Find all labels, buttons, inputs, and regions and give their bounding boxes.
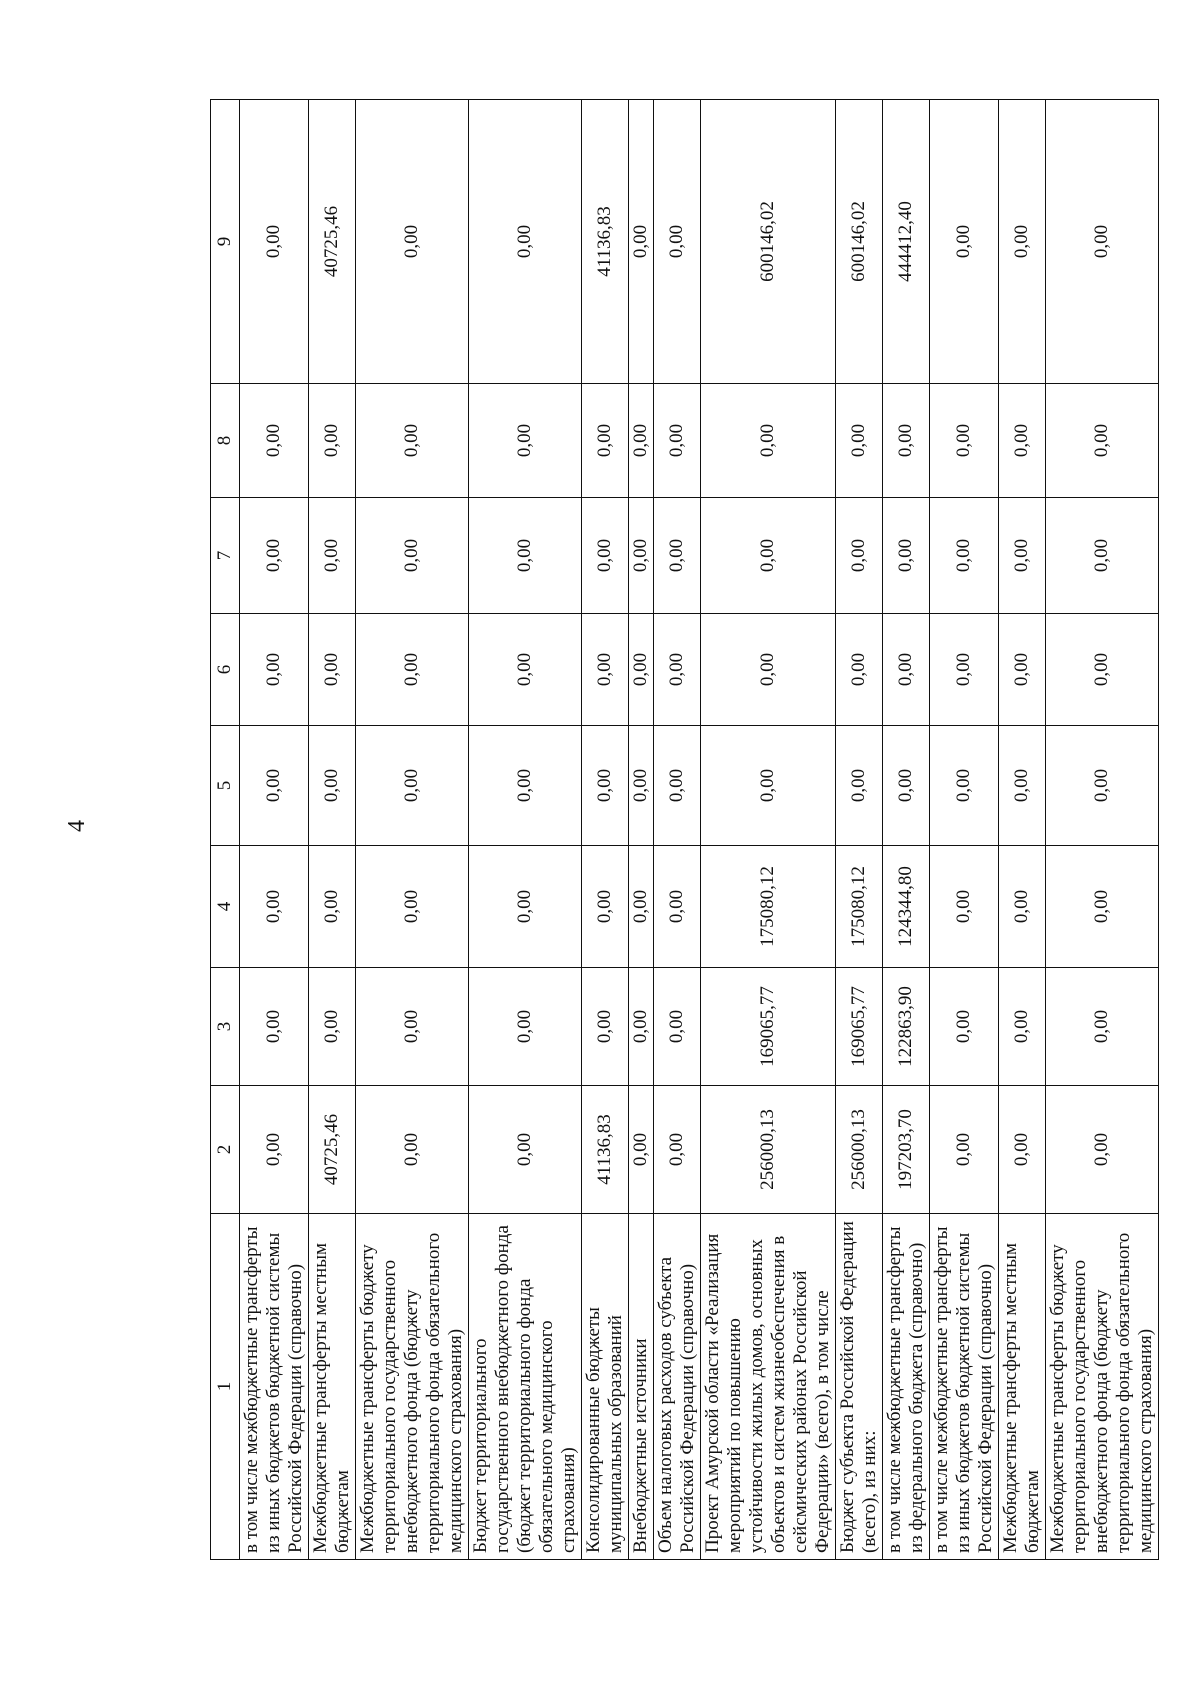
value-cell: 0,00 <box>309 726 356 846</box>
value-cell: 0,00 <box>240 968 309 1086</box>
table-body <box>240 100 1159 1560</box>
value-cell: 0,00 <box>654 1086 701 1214</box>
value-cell: 0,00 <box>654 726 701 846</box>
column-header-4: 4 <box>211 846 240 968</box>
value-cell: 0,00 <box>883 726 930 846</box>
table-row <box>356 100 469 1560</box>
value-cell: 124344,80 <box>883 846 930 968</box>
value-cell: 0,00 <box>356 498 469 614</box>
value-cell: 0,00 <box>240 384 309 498</box>
value-cell: 0,00 <box>582 968 629 1086</box>
value-cell: 600146,02 <box>836 100 883 384</box>
value-cell: 0,00 <box>582 384 629 498</box>
table-row <box>701 100 836 1560</box>
value-cell: 0,00 <box>654 846 701 968</box>
value-cell: 0,00 <box>469 100 582 384</box>
budget-table-container <box>210 100 1156 1560</box>
value-cell: 0,00 <box>930 100 999 384</box>
row-label: Объем налоговых расходов субъекта Российской Федерации (справочно) <box>654 1214 701 1560</box>
table-row <box>654 100 701 1560</box>
column-header-9: 9 <box>211 100 240 384</box>
value-cell: 0,00 <box>930 1086 999 1214</box>
row-label: Межбюджетные трансферты местным бюджетам <box>999 1214 1046 1560</box>
value-cell: 0,00 <box>701 384 836 498</box>
value-cell: 0,00 <box>629 726 654 846</box>
column-header-8: 8 <box>211 384 240 498</box>
row-label: Проект Амурской области «Реализация мероприятий по повышению устойчивости жилых домов, основных объектов и систем жизнеобеспечения в сейсмических районах Российской Федерации» (всего), в том числе <box>701 1214 836 1560</box>
page-number: 4 <box>64 820 90 832</box>
value-cell: 0,00 <box>1046 614 1159 726</box>
value-cell: 41136,83 <box>582 100 629 384</box>
table-row <box>309 100 356 1560</box>
value-cell: 0,00 <box>240 614 309 726</box>
column-header-6: 6 <box>211 614 240 726</box>
row-label: Консолидированные бюджеты муниципальных образований <box>582 1214 629 1560</box>
value-cell: 0,00 <box>469 498 582 614</box>
row-label: в том числе межбюджетные трансферты из иных бюджетов бюджетной системы Российской Федерации (справочно) <box>240 1214 309 1560</box>
row-label: Межбюджетные трансферты бюджету территориального государственного внебюджетного фонда (бюджету территориального фонда обязательного медицинского страхования) <box>356 1214 469 1560</box>
value-cell: 0,00 <box>654 100 701 384</box>
value-cell: 0,00 <box>582 614 629 726</box>
row-label: в том числе межбюджетные трансферты из иных бюджетов бюджетной системы Российской Федерации (справочно) <box>930 1214 999 1560</box>
value-cell: 0,00 <box>582 726 629 846</box>
value-cell: 0,00 <box>309 384 356 498</box>
value-cell: 0,00 <box>629 384 654 498</box>
row-label: Бюджет субъекта Российской Федерации (всего), из них: <box>836 1214 883 1560</box>
value-cell: 0,00 <box>240 1086 309 1214</box>
table-row <box>999 100 1046 1560</box>
value-cell: 0,00 <box>999 498 1046 614</box>
table-row <box>240 100 309 1560</box>
value-cell: 0,00 <box>629 968 654 1086</box>
value-cell: 0,00 <box>701 726 836 846</box>
value-cell: 175080,12 <box>836 846 883 968</box>
column-header-7: 7 <box>211 498 240 614</box>
value-cell: 0,00 <box>836 726 883 846</box>
value-cell: 0,00 <box>1046 968 1159 1086</box>
value-cell: 0,00 <box>999 614 1046 726</box>
value-cell: 0,00 <box>836 498 883 614</box>
value-cell: 600146,02 <box>701 100 836 384</box>
table-row <box>1046 100 1159 1560</box>
value-cell: 0,00 <box>240 100 309 384</box>
table-row <box>629 100 654 1560</box>
value-cell: 0,00 <box>930 726 999 846</box>
value-cell: 0,00 <box>309 968 356 1086</box>
value-cell: 0,00 <box>836 384 883 498</box>
table-row <box>883 100 930 1560</box>
value-cell: 0,00 <box>629 846 654 968</box>
value-cell: 444412,40 <box>883 100 930 384</box>
value-cell: 0,00 <box>356 100 469 384</box>
row-label: в том числе межбюджетные трансферты из федерального бюджета (справочно) <box>883 1214 930 1560</box>
value-cell: 0,00 <box>654 614 701 726</box>
column-header-5: 5 <box>211 726 240 846</box>
value-cell: 40725,46 <box>309 100 356 384</box>
value-cell: 0,00 <box>701 498 836 614</box>
table-row <box>930 100 999 1560</box>
value-cell: 0,00 <box>930 614 999 726</box>
value-cell: 175080,12 <box>701 846 836 968</box>
value-cell: 0,00 <box>1046 498 1159 614</box>
value-cell: 0,00 <box>930 846 999 968</box>
value-cell: 0,00 <box>999 846 1046 968</box>
value-cell: 0,00 <box>836 614 883 726</box>
value-cell: 0,00 <box>1046 726 1159 846</box>
value-cell: 0,00 <box>240 498 309 614</box>
budget-table <box>210 99 1159 1560</box>
value-cell: 0,00 <box>999 384 1046 498</box>
value-cell: 0,00 <box>582 498 629 614</box>
value-cell: 169065,77 <box>836 968 883 1086</box>
value-cell: 0,00 <box>930 968 999 1086</box>
value-cell: 0,00 <box>654 498 701 614</box>
value-cell: 0,00 <box>469 846 582 968</box>
value-cell: 0,00 <box>469 384 582 498</box>
column-header-1: 1 <box>211 1214 240 1560</box>
table-row <box>469 100 582 1560</box>
value-cell: 0,00 <box>654 384 701 498</box>
value-cell: 41136,83 <box>582 1086 629 1214</box>
row-label: Межбюджетные трансферты бюджету территориального государственного внебюджетного фонда (бюджету территориального фонда обязательного медицинского страхования) <box>1046 1214 1159 1560</box>
value-cell: 0,00 <box>1046 846 1159 968</box>
row-label: Межбюджетные трансферты местным бюджетам <box>309 1214 356 1560</box>
value-cell: 0,00 <box>1046 1086 1159 1214</box>
value-cell: 0,00 <box>883 614 930 726</box>
value-cell: 0,00 <box>469 614 582 726</box>
value-cell: 0,00 <box>999 1086 1046 1214</box>
value-cell: 0,00 <box>654 968 701 1086</box>
value-cell: 0,00 <box>469 1086 582 1214</box>
value-cell: 0,00 <box>999 100 1046 384</box>
value-cell: 0,00 <box>356 614 469 726</box>
row-label: Бюджет территориального государственного внебюджетного фонда (бюджет территориального фонда обязательного медицинского страхования) <box>469 1214 582 1560</box>
value-cell: 0,00 <box>309 846 356 968</box>
value-cell: 0,00 <box>356 726 469 846</box>
value-cell: 197203,70 <box>883 1086 930 1214</box>
column-header-3: 3 <box>211 968 240 1086</box>
value-cell: 0,00 <box>629 614 654 726</box>
value-cell: 0,00 <box>629 498 654 614</box>
value-cell: 0,00 <box>1046 384 1159 498</box>
value-cell: 0,00 <box>356 846 469 968</box>
value-cell: 0,00 <box>356 1086 469 1214</box>
value-cell: 0,00 <box>701 614 836 726</box>
value-cell: 0,00 <box>883 384 930 498</box>
value-cell: 0,00 <box>582 846 629 968</box>
header-row <box>211 100 240 1560</box>
row-label: Внебюджетные источники <box>629 1214 654 1560</box>
value-cell: 122863,90 <box>883 968 930 1086</box>
value-cell: 0,00 <box>240 846 309 968</box>
value-cell: 0,00 <box>999 726 1046 846</box>
value-cell: 0,00 <box>469 726 582 846</box>
value-cell: 0,00 <box>469 968 582 1086</box>
value-cell: 0,00 <box>883 498 930 614</box>
table-row <box>836 100 883 1560</box>
value-cell: 0,00 <box>930 384 999 498</box>
value-cell: 0,00 <box>240 726 309 846</box>
value-cell: 0,00 <box>629 1086 654 1214</box>
value-cell: 0,00 <box>356 384 469 498</box>
value-cell: 0,00 <box>930 498 999 614</box>
value-cell: 40725,46 <box>309 1086 356 1214</box>
value-cell: 0,00 <box>309 614 356 726</box>
value-cell: 0,00 <box>629 100 654 384</box>
column-header-2: 2 <box>211 1086 240 1214</box>
value-cell: 169065,77 <box>701 968 836 1086</box>
value-cell: 0,00 <box>1046 100 1159 384</box>
table-row <box>582 100 629 1560</box>
value-cell: 0,00 <box>999 968 1046 1086</box>
value-cell: 0,00 <box>356 968 469 1086</box>
value-cell: 0,00 <box>309 498 356 614</box>
value-cell: 256000,13 <box>701 1086 836 1214</box>
value-cell: 256000,13 <box>836 1086 883 1214</box>
